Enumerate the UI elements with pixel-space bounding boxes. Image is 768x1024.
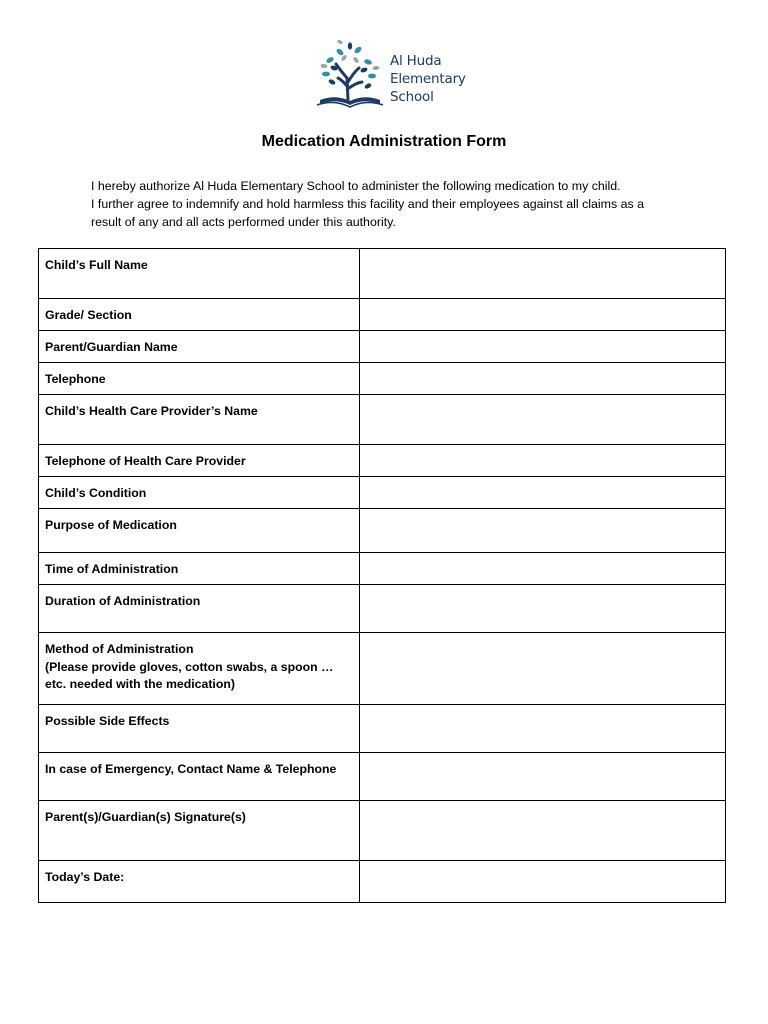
field-value-cell[interactable]: [359, 299, 725, 331]
tree-book-icon: [312, 38, 388, 112]
field-label: [39, 445, 360, 477]
field-label-line: Duration of Administration: [45, 594, 201, 608]
form-row: [39, 753, 726, 801]
field-label-line: Purpose of Medication: [45, 518, 177, 532]
form-row: [39, 801, 726, 861]
field-label-line: Child’s Full Name: [45, 258, 148, 272]
field-label: [39, 509, 360, 553]
form-row: [39, 331, 726, 363]
field-label: [39, 331, 360, 363]
form-row: [39, 395, 726, 445]
field-label-line: Telephone of Health Care Provider: [45, 454, 246, 468]
form-row: [39, 509, 726, 553]
field-value-cell[interactable]: [359, 633, 725, 705]
field-label-line: Method of Administration: [45, 642, 194, 656]
field-value-cell[interactable]: [359, 585, 725, 633]
field-label-line: Parent(s)/Guardian(s) Signature(s): [45, 810, 246, 824]
field-label-line: Today’s Date:: [45, 870, 125, 884]
authorization-statement: [91, 178, 691, 231]
form-row: [39, 705, 726, 753]
field-value-cell[interactable]: [359, 395, 725, 445]
field-value-cell[interactable]: [359, 331, 725, 363]
form-title: Medication Administration Form: [261, 133, 507, 150]
field-label: [39, 477, 360, 509]
form-row: [39, 249, 726, 299]
field-label-line: Parent/Guardian Name: [45, 340, 178, 354]
field-label: [39, 553, 360, 585]
field-label-line: Grade/ Section: [45, 308, 132, 322]
school-name-line: Al Huda: [390, 53, 442, 69]
field-value-cell[interactable]: [359, 249, 725, 299]
field-label-line: (Please provide gloves, cotton swabs, a spoon …: [45, 659, 334, 674]
intro-line: result of any and all acts performed under this authority.: [91, 214, 396, 229]
field-label: [39, 395, 360, 445]
field-label-line: Child’s Condition: [45, 486, 147, 500]
field-value-cell[interactable]: [359, 553, 725, 585]
field-value-cell[interactable]: [359, 509, 725, 553]
field-value-cell[interactable]: [359, 363, 725, 395]
school-name: [390, 52, 466, 106]
intro-line: I hereby authorize Al Huda Elementary School to administer the following medication to my child.: [91, 179, 621, 193]
medication-form-table: [38, 248, 726, 903]
field-label: [39, 249, 360, 299]
field-value-cell[interactable]: [359, 861, 725, 903]
field-label: [39, 801, 360, 861]
field-label: [39, 705, 360, 753]
field-label-line: etc. needed with the medication): [45, 677, 235, 691]
field-label-line: Time of Administration: [45, 562, 179, 576]
field-label: [39, 363, 360, 395]
form-row: [39, 363, 726, 395]
field-label: [39, 753, 360, 801]
field-value-cell[interactable]: [359, 477, 725, 509]
school-name-line: Elementary: [390, 71, 466, 87]
field-label: [39, 585, 360, 633]
field-value-cell[interactable]: [359, 705, 725, 753]
school-name-line: School: [390, 89, 434, 105]
field-label: [39, 299, 360, 331]
form-row: [39, 633, 726, 705]
form-row: [39, 553, 726, 585]
field-value-cell[interactable]: [359, 445, 725, 477]
intro-line: I further agree to indemnify and hold harmless this facility and their employees against all claims as a: [91, 196, 645, 211]
form-row: [39, 299, 726, 331]
field-label-line: Possible Side Effects: [45, 714, 170, 728]
form-row: [39, 585, 726, 633]
field-value-cell[interactable]: [359, 753, 725, 801]
field-label-line: In case of Emergency, Contact Name & Telephone: [45, 762, 337, 776]
field-label-line: Child’s Health Care Provider’s Name: [45, 404, 258, 418]
form-row: [39, 445, 726, 477]
school-logo: [312, 38, 472, 112]
form-row: [39, 477, 726, 509]
field-label: [39, 633, 360, 705]
field-label-line: Telephone: [45, 372, 106, 386]
field-value-cell[interactable]: [359, 801, 725, 861]
field-label: [39, 861, 360, 903]
form-row: [39, 861, 726, 903]
